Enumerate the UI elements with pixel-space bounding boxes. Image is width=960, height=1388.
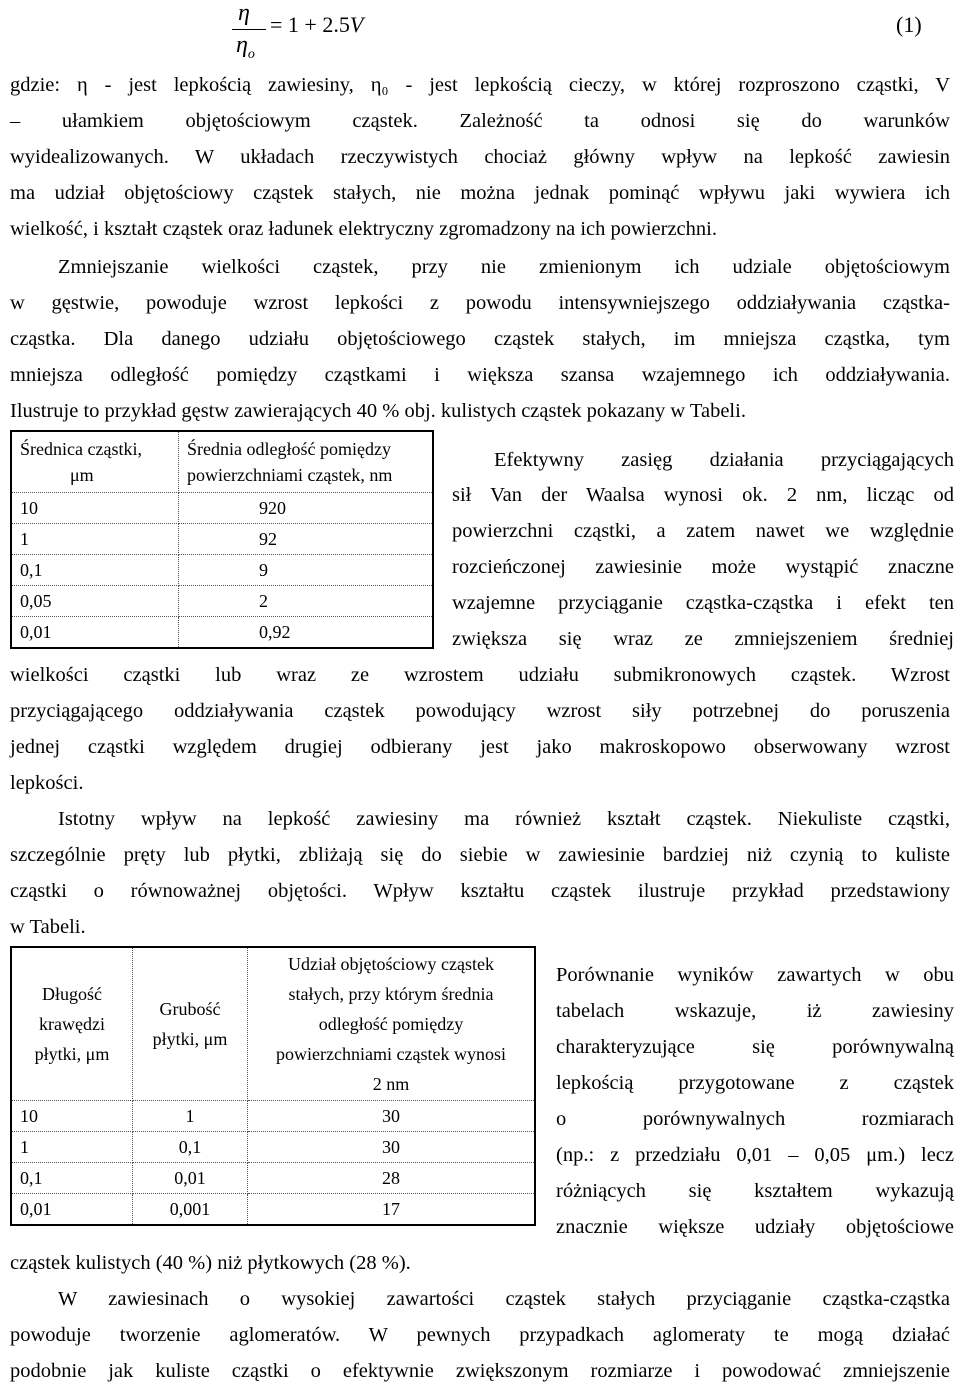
para2-line-2: w gęstwie, powoduje wzrost lepkości z powodu intensywniejszego oddziaływania cząstka- [10, 292, 950, 314]
eq-fraction-bar [232, 29, 266, 30]
side1-line-6: zwiększa się wraz ze zmniejszeniem średniej [452, 628, 954, 650]
table-row: 10 1 30 [11, 1101, 535, 1132]
side1-line-2: sił Van der Waalsa wynosi ok. 2 nm, licząc od [452, 484, 954, 506]
para1-line-4: ma udział objętościowy cząstek stałych, nie można jednak pominąć wpływu jaki wywiera ich [10, 182, 950, 204]
para5-line-1: cząstek kulistych (40 %) niż płytkowych (28 %). [10, 1252, 411, 1274]
para1-line-5: wielkość, i kształt cząstek oraz ładunek elektryczny zgromadzony na ich powierzchni. [10, 218, 717, 240]
table2-header-edge-length: Długość krawędzi płytki, μm [11, 947, 133, 1101]
eq-numerator: η [238, 0, 250, 26]
side1-line-5: wzajemne przyciąganie cząstka-cząstka i efekt ten [452, 592, 954, 614]
para2-line-1: Zmniejszanie wielkości cząstek, przy nie zmienionym ich udziale objętościowym [58, 256, 950, 278]
table-row: 0,05 2 [11, 586, 433, 617]
para3-line-1: wielkości cząstki lub wraz ze wzrostem udziału submikronowych cząstek. Wzrost [10, 664, 950, 686]
side1-line-3: powierzchni cząstki, a zatem nawet we względnie [452, 520, 954, 542]
para3-line-2: przyciągającego oddziaływania cząstek powodujący wzrost siły potrzebnej do poruszenia [10, 700, 950, 722]
para3-line-3: jednej cząstki względem drugiej odbierany jest jako makroskopowo obserwowany wzrost [10, 736, 950, 758]
table-row: 0,01 0,001 17 [11, 1194, 535, 1226]
para3-line-4: lepkości. [10, 772, 84, 794]
para6-line-1: W zawiesinach o wysokiej zawartości cząstek stałych przyciąganie cząstka-cząstka [58, 1288, 950, 1310]
table-row: 1 0,1 30 [11, 1132, 535, 1163]
table-row: 10 920 [11, 493, 433, 524]
para6-line-3: podobnie jak kuliste cząstki o efektywnie zwiększonym rozmiarze i powodować zmniejszenie [10, 1360, 950, 1382]
side2-line-4: lepkością przygotowane z cząstek [556, 1072, 954, 1094]
side2-line-1: Porównanie wyników zawartych w obu [556, 964, 954, 986]
table-row: 0,1 0,01 28 [11, 1163, 535, 1194]
table1-header-diameter: Średnica cząstki, μm [11, 431, 179, 493]
para4-line-3: cząstki o równoważnej objętości. Wpływ kształtu cząstek ilustruje przykład przedstawiony [10, 880, 950, 902]
table2-header-thickness: Grubość płytki, μm [133, 947, 248, 1101]
para1-line-2: – ułamkiem objętościowym cząstek. Zależność ta odnosi się do warunków [10, 110, 950, 132]
particle-distance-table [10, 430, 434, 649]
table-row: 0,01 0,92 [11, 617, 433, 649]
table-row: 1 92 [11, 524, 433, 555]
side1-line-4: rozcieńczonej zawiesinie może wystąpić znaczne [452, 556, 954, 578]
para4-line-2: szczególnie pręty lub płytki, zbliżają się do siebie w zawiesinie bardziej niż czynią to kuliste [10, 844, 950, 866]
para2-line-5: Ilustruje to przykład gęstw zawierających 40 % obj. kulistych cząstek pokazany w Tabeli. [10, 400, 746, 422]
equation-number: (1) [896, 12, 922, 37]
plate-particle-table [10, 946, 536, 1226]
para2-line-4: mniejsza odległość pomiędzy cząstkami i większa szansa wzajemnego ich oddziaływania. [10, 364, 950, 386]
eq-denominator: $\eta_o$ [236, 32, 255, 62]
table2-header-volume-fraction: Udział objętościowy cząstek stałych, przy którym średnia odległość pomiędzy powierzchniami cząstek wynosi 2 nm [248, 947, 536, 1101]
side2-line-3: charakteryzujące się porównywalną [556, 1036, 954, 1058]
side1-line-1: Efektywny zasięg działania przyciągających [494, 449, 954, 471]
side2-line-7: różniących się kształtem wykazują [556, 1180, 954, 1202]
para1-line-1: gdzie: η - jest lepkością zawiesiny, η₀ - jest lepkością cieczy, w której rozproszono cząstki, V [10, 74, 950, 96]
table1-header-distance: Średnia odległość pomiędzy powierzchniami cząstek, nm [179, 431, 434, 493]
table-row: 0,1 9 [11, 555, 433, 586]
side2-line-6: (np.: z przedziału 0,01 – 0,05 μm.) lecz [556, 1144, 954, 1166]
para1-line-3: wyidealizowanych. W układach rzeczywistych chociaż główny wpływ na lepkość zawiesin [10, 146, 950, 168]
eq-rhs: = 1 + 2.5V [270, 12, 364, 37]
side2-line-2: tabelach wskazuje, iż zawiesiny [556, 1000, 954, 1022]
para4-line-4: w Tabeli. [10, 916, 86, 938]
para2-line-3: cząstka. Dla danego udziału objętościowego cząstek stałych, im mniejsza cząstka, tym [10, 328, 950, 350]
side2-line-5: o porównywalnych rozmiarach [556, 1108, 954, 1130]
para4-line-1: Istotny wpływ na lepkość zawiesiny ma również kształt cząstek. Niekuliste cząstki, [58, 808, 950, 830]
side2-line-8: znacznie większe udziały objętościowe [556, 1216, 954, 1238]
para6-line-2: powoduje tworzenie aglomeratów. W pewnych przypadkach aglomeraty te mogą działać [10, 1324, 950, 1346]
